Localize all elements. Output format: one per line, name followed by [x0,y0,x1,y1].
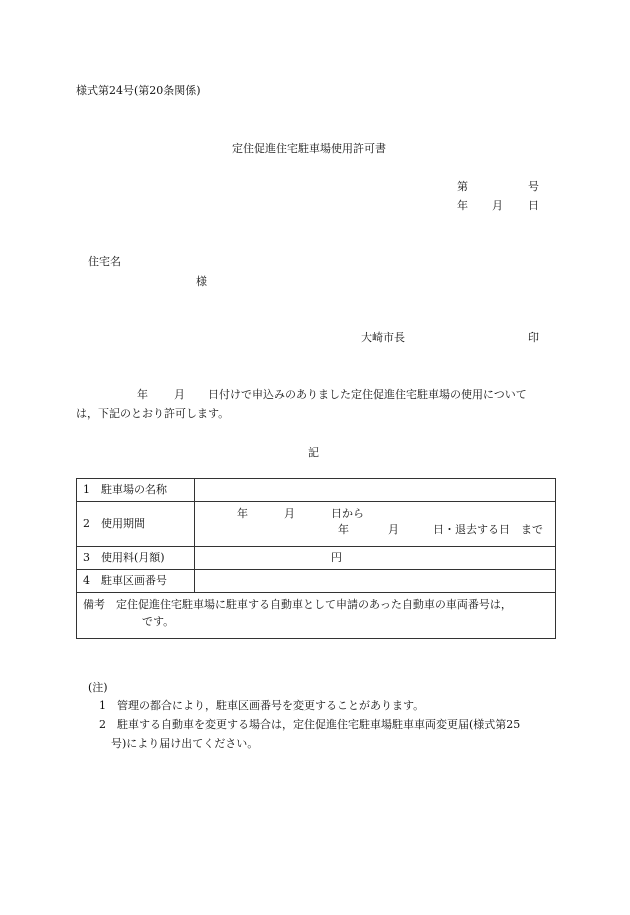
notes-heading: (注) [88,681,108,694]
doc-date-year: 年 [457,199,468,212]
table-row [77,570,555,593]
to-year: 年 [338,523,349,536]
fee-yen: 円 [331,551,342,564]
usage-period-label: 2 使用期間 [77,502,195,546]
doc-number-dai: 第 [457,180,468,193]
note-2-line2: 号)により届け出てください。 [111,737,259,750]
parking-name-label: 1 駐車場の名称 [77,479,195,501]
ki-heading: 記 [308,446,319,459]
to-month: 月 [388,523,399,536]
doc-date-month: 月 [492,199,503,212]
table-row [77,547,555,570]
form-number: 様式第24号(第20条関係) [76,84,201,97]
body-line1: 日付けで申込みのありました定住促進住宅駐車場の使用について [208,388,527,401]
parking-name-value [195,479,555,501]
note-1: 1 管理の都合により，駐車区画番号を変更することがあります。 [99,699,425,712]
doc-number-go: 号 [528,180,539,193]
usage-period-value [195,502,555,546]
remarks-row [77,593,555,638]
remarks-line1: 備考 定住促進住宅駐車場に駐車する自動車として申請のあった自動車の車両番号は， [83,598,512,611]
document-title: 定住促進住宅駐車場使用許可書 [232,142,386,155]
permit-details-table [76,478,556,639]
from-year: 年 [237,507,248,520]
body-year: 年 [137,388,148,401]
doc-date-day: 日 [528,199,539,212]
housing-name-label: 住宅名 [88,255,121,268]
fee-value [195,547,555,569]
body-line2: は，下記のとおり許可します。 [76,407,230,420]
table-row [77,502,555,547]
remarks-line2: です。 [142,615,175,628]
table-row [77,479,555,502]
recipient-sama: 様 [196,275,207,288]
from-day: 日から [331,507,364,520]
fee-label: 3 使用料(月額) [77,547,195,569]
parking-space-label: 4 駐車区画番号 [77,570,195,592]
note-2-line1: 2 駐車する自動車を変更する場合は，定住促進住宅駐車場駐車車両変更届(様式第25 [99,718,521,731]
issuer-name: 大崎市長 [361,331,405,344]
parking-space-value [195,570,555,592]
to-end: 日・退去する日 まで [433,523,543,536]
body-month: 月 [174,388,185,401]
issuer-seal: 印 [528,331,539,344]
from-month: 月 [284,507,295,520]
